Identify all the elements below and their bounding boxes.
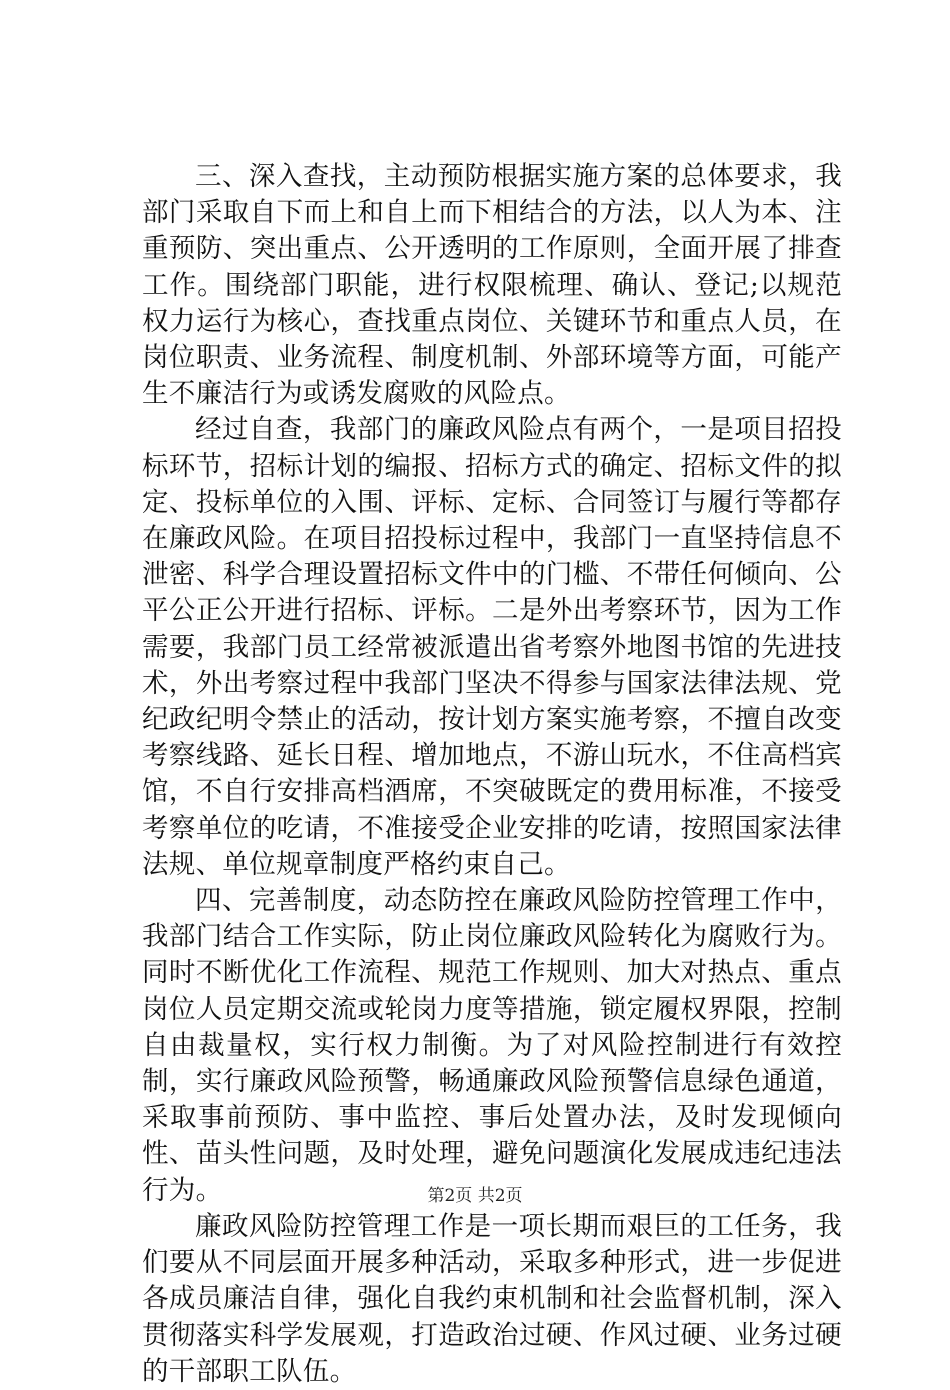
page-number-footer: 第2页 共2页 <box>427 1186 523 1206</box>
paragraph-section-three: 三、深入查找，主动预防根据实施方案的总体要求，我部门采取自下而上和自上而下相结合的方法，以人为本、注重预防、突出重点、公开透明的工作原则，全面开展了排查工作。围绕部门职能，进行权限梳理、确认、登记;以规范权力运行为核心，查找重点岗位、关键环节和重点人员，在岗位职责、业务流程、制度机制、外部环境等方面，可能产生不廉洁行为或诱发腐败的风险点。 <box>142 161 842 410</box>
paragraph-conclusion: 廉政风险防控管理工作是一项长期而艰巨的工任务，我们要从不同层面开展多种活动，采取多种形式，进一步促进各成员廉洁自律，强化自我约束机制和社会监督机制，深入贯彻落实科学发展观，打造政治过硬、作风过硬、业务过硬的干部职工队伍。 <box>142 1210 842 1387</box>
paragraph-section-four: 四、完善制度，动态防控在廉政风险防控管理工作中，我部门结合工作实际，防止岗位廉政风险转化为腐败行为。同时不断优化工作流程、规范工作规则、加大对热点、重点岗位人员定期交流或轮岗力度等措施，锁定履权界限，控制自由裁量权，实行权力制衡。为了对风险控制进行有效控制，实行廉政风险预警，畅通廉政风险预警信息绿色通道，采取事前预防、事中监控、事后处置办法，及时发现倾向性、苗头性问题，及时处理，避免问题演化发展成违纪违法行为。 <box>142 885 842 1206</box>
paragraph-self-check: 经过自查，我部门的廉政风险点有两个，一是项目招投标环节，招标计划的编报、招标方式的确定、招标文件的拟定、投标单位的入围、评标、定标、合同签订与履行等都存在廉政风险。在项目招投标过程中，我部门一直坚持信息不泄密、科学合理设置招标文件中的门槛、不带任何倾向、公平公正公开进行招标、评标。二是外出考察环节，因为工作需要，我部门员工经常被派遣出省考察外地图书馆的先进技术，外出考察过程中我部门坚决不得参与国家法律法规、党纪政纪明令禁止的活动，按计划方案实施考察，不擅自改变考察线路、延长日程、增加地点，不游山玩水，不住高档宾馆，不自行安排高档酒席，不突破既定的费用标准，不接受考察单位的吃请，不准接受企业安排的吃请，按照国家法律法规、单位规章制度严格约束自己。 <box>142 414 842 880</box>
